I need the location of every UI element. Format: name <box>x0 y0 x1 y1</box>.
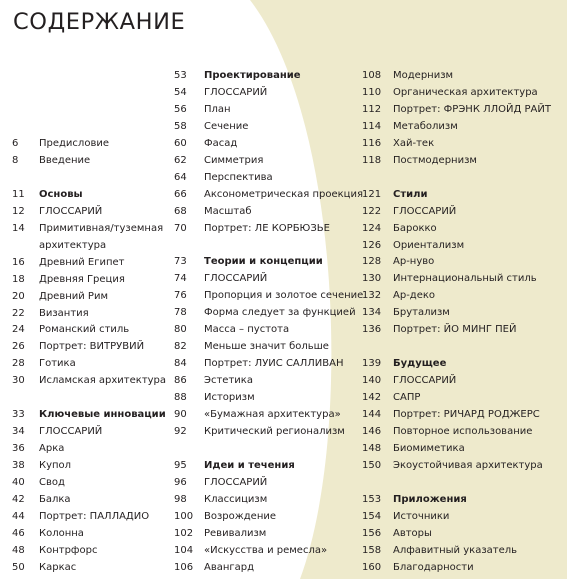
toc-entry-label: План <box>204 103 231 115</box>
toc-page-number: 116 <box>362 137 382 149</box>
toc-entry-label: «Бумажная архитектура» <box>204 409 341 420</box>
toc-page-number: 76 <box>174 290 187 302</box>
toc-page-number: 50 <box>12 561 25 573</box>
toc-entry-label: Портрет: ЛЕ КОРБЮЗЬЕ <box>204 222 330 234</box>
toc-entry-label: Источники <box>393 510 450 522</box>
toc-page-number: 98 <box>174 493 187 505</box>
toc-entry-label: Барокко <box>393 222 437 234</box>
toc-page-number: 16 <box>12 256 25 268</box>
toc-entry-label: Экоустойчивая архитектура <box>393 459 543 471</box>
toc-entry-label: Масса – пустота <box>204 324 290 336</box>
toc-entry-label: ГЛОССАРИЙ <box>204 273 268 285</box>
toc-page-number: 26 <box>12 341 25 353</box>
page-title: СОДЕРЖАНИЕ <box>13 9 186 35</box>
toc-entry-label: ГЛОССАРИЙ <box>204 86 268 98</box>
toc-entry-label: Каркас <box>39 561 77 573</box>
toc-entry-label: Авторы <box>393 527 432 539</box>
toc-entry-label: Портрет: ЛУИС САЛЛИВАН <box>204 358 344 370</box>
toc-entry-label: Благодарности <box>393 561 474 573</box>
toc-entry-label: ГЛОССАРИЙ <box>39 205 103 217</box>
toc-entry-label: Модернизм <box>393 70 454 81</box>
toc-page-number: 140 <box>362 375 382 387</box>
toc-entry-label: Примитивная/туземная <box>39 222 164 234</box>
toc-page-number: 38 <box>12 460 25 471</box>
toc-entry-label: Возрождение <box>204 510 277 522</box>
toc-page-number: 18 <box>12 273 25 285</box>
toc-entry-label: Хай-тек <box>393 137 435 149</box>
toc-page-number: 122 <box>362 205 382 217</box>
toc-entry-label: Балка <box>39 493 71 505</box>
toc-page-number: 118 <box>362 154 382 166</box>
toc-entry-label: Основы <box>39 188 83 200</box>
toc-page-number: 74 <box>174 273 187 285</box>
toc-page-number: 58 <box>174 120 187 132</box>
toc-entry-label: Стили <box>393 188 428 200</box>
toc-entry-label: Ревивализм <box>204 527 267 539</box>
toc-page-number: 150 <box>362 459 382 471</box>
toc-page-number: 22 <box>12 307 25 319</box>
toc-entry-label: Авангард <box>204 561 255 573</box>
toc-page-number: 102 <box>174 527 194 539</box>
toc-entry-label: Ар-деко <box>393 290 436 302</box>
toc-entry-label: Византия <box>39 307 89 319</box>
toc-entry-label: Фасад <box>204 137 238 149</box>
toc-page-number: 124 <box>362 222 382 234</box>
toc-page-number: 11 <box>12 188 25 200</box>
toc-page-number: 146 <box>362 425 382 437</box>
toc-entry-label: архитектура <box>39 239 107 251</box>
toc-page-number: 66 <box>174 188 187 200</box>
toc-page-number: 40 <box>12 477 25 488</box>
toc-entry-label: Органическая архитектура <box>393 86 538 98</box>
toc-page-number: 84 <box>174 358 187 370</box>
toc-entry-label: Свод <box>39 477 65 488</box>
toc-page-number: 70 <box>174 222 187 234</box>
toc-entry-label: Повторное использование <box>393 425 533 437</box>
toc-entry-label: Метаболизм <box>393 120 458 132</box>
toc-entry-label: Пропорция и золотое сечение <box>204 290 364 302</box>
toc-entry-label: Портрет: ФРЭНК ЛЛОЙД РАЙТ <box>393 103 551 115</box>
toc-page-number: 86 <box>174 375 187 387</box>
toc-entry-label: Биомиметика <box>393 442 465 454</box>
toc-page-number: 121 <box>362 188 382 200</box>
toc-page-number: 78 <box>174 307 187 319</box>
toc-page-number: 30 <box>12 375 25 387</box>
toc-entry-label: Сечение <box>204 120 249 132</box>
toc-page-number: 148 <box>362 442 382 454</box>
toc-entry-label: Предисловие <box>39 138 109 149</box>
toc-entry-label: «Искусства и ремесла» <box>204 544 328 556</box>
toc-page-number: 60 <box>174 137 187 149</box>
toc-page-number: 56 <box>174 103 187 115</box>
toc-entry-label: Древняя Греция <box>39 273 125 285</box>
toc-entry-label: Ар-нуво <box>393 256 435 268</box>
toc-page-number: 128 <box>362 256 382 268</box>
toc-page-number: 108 <box>362 70 382 81</box>
toc-page-number: 88 <box>174 392 187 403</box>
toc-page-number: 156 <box>362 527 382 539</box>
toc-page-number: 82 <box>174 341 187 353</box>
toc-entry-label: Портрет: ПАЛЛАДИО <box>39 510 150 522</box>
toc-entry-label: Романский стиль <box>39 324 130 336</box>
toc-page-number: 96 <box>174 476 187 488</box>
toc-entry-label: Брутализм <box>393 307 450 319</box>
toc-entry-label: Древний Египет <box>39 256 125 268</box>
toc-page-number: 158 <box>362 544 382 556</box>
toc-entry-label: Портрет: ЙО МИНГ ПЕЙ <box>393 324 517 336</box>
toc-page-number: 42 <box>12 493 25 505</box>
toc-entry-label: Купол <box>39 460 72 471</box>
toc-entry-label: Портрет: ВИТРУВИЙ <box>39 341 145 353</box>
toc-page-number: 8 <box>12 154 19 166</box>
toc-entry-label: Приложения <box>393 493 467 505</box>
toc-entry-label: ГЛОССАРИЙ <box>204 476 268 488</box>
toc-page-number: 142 <box>362 392 382 403</box>
toc-entry-label: Перспектива <box>204 171 273 183</box>
toc-entry-label: Историзм <box>204 392 255 403</box>
toc-page-number: 46 <box>12 527 25 539</box>
toc-entry-label: Колонна <box>39 527 84 539</box>
toc-entry-label: Теории и концепции <box>204 256 323 268</box>
toc-entry-label: Алфавитный указатель <box>393 544 518 556</box>
toc-entry-label: Ориентализм <box>393 239 465 251</box>
toc-entry-label: Ключевые инновации <box>39 409 166 421</box>
toc-entry-label: Исламская архитектура <box>39 375 167 387</box>
toc-entry-label: Идеи и течения <box>204 459 295 471</box>
toc-page-number: 114 <box>362 120 382 132</box>
toc-page-number: 154 <box>362 510 382 522</box>
toc-page-number: 134 <box>362 307 382 319</box>
toc-entry-label: Готика <box>39 358 76 370</box>
toc-page-number: 20 <box>12 290 25 302</box>
toc-page-number: 100 <box>174 510 194 522</box>
toc-page-number: 92 <box>174 425 187 437</box>
toc-entry-label: САПР <box>393 392 421 403</box>
toc-page-number: 33 <box>12 409 25 421</box>
toc-page-number: 132 <box>362 290 382 302</box>
toc-entry-label: Меньше значит больше <box>204 341 329 353</box>
toc-page-number: 90 <box>174 409 187 420</box>
toc-page-number: 24 <box>12 324 25 336</box>
toc-page-number: 68 <box>174 205 187 217</box>
toc-entry-label: Проектирование <box>204 70 301 81</box>
toc-page-number: 160 <box>362 561 382 573</box>
toc-page-number: 28 <box>12 358 25 370</box>
toc-entry-label: Будущее <box>393 358 447 370</box>
toc-page-number: 110 <box>362 86 382 98</box>
toc-page-number: 12 <box>12 205 25 217</box>
toc-entry-label: Древний Рим <box>39 290 108 302</box>
toc-page-number: 48 <box>12 544 25 556</box>
toc-entry-label: Аксонометрическая проекция <box>204 188 363 200</box>
toc-page-number: 104 <box>174 544 194 556</box>
toc-page-number: 62 <box>174 154 187 166</box>
toc-entry-label: Контрфорс <box>39 544 98 556</box>
toc-entry-label: Масштаб <box>204 205 252 217</box>
toc-entry-label: Форма следует за функцией <box>204 307 356 319</box>
toc-page-number: 95 <box>174 459 187 471</box>
toc-page-number: 34 <box>12 426 25 438</box>
toc-entry-label: Введение <box>39 154 91 166</box>
toc-entry-label: ГЛОССАРИЙ <box>393 375 457 387</box>
toc-page-number: 106 <box>174 561 194 573</box>
toc-entry-label: Эстетика <box>204 375 253 387</box>
toc-page-number: 73 <box>174 256 187 268</box>
toc-page-number: 6 <box>12 138 19 149</box>
toc-entry-label: Интернациональный стиль <box>393 273 537 285</box>
toc-entry-label: ГЛОССАРИЙ <box>39 426 103 438</box>
toc-page-number: 144 <box>362 409 382 420</box>
toc-entry-label: Постмодернизм <box>393 154 477 166</box>
toc-entry-label: Симметрия <box>204 154 264 166</box>
toc-page-number: 136 <box>362 324 382 336</box>
toc-entry-label: Арка <box>39 443 65 455</box>
toc-page-number: 153 <box>362 493 382 505</box>
toc-page-number: 36 <box>12 443 25 455</box>
toc-entry-label: Классицизм <box>204 493 268 505</box>
toc-page-number: 54 <box>174 86 187 98</box>
toc-entry-label: Критический регионализм <box>204 425 345 437</box>
toc-page-number: 14 <box>12 222 25 234</box>
toc-page-number: 44 <box>12 510 25 522</box>
toc-page-number: 64 <box>174 171 187 183</box>
toc-page-number: 53 <box>174 70 187 81</box>
toc-page-number: 112 <box>362 103 382 115</box>
toc-entry-label: Портрет: РИЧАРД РОДЖЕРС <box>393 409 540 420</box>
toc-entry-label: ГЛОССАРИЙ <box>393 205 457 217</box>
toc-page-number: 139 <box>362 358 382 370</box>
toc-page-number: 130 <box>362 273 382 285</box>
toc-page-number: 80 <box>174 324 187 336</box>
toc-page-number: 126 <box>362 239 382 251</box>
